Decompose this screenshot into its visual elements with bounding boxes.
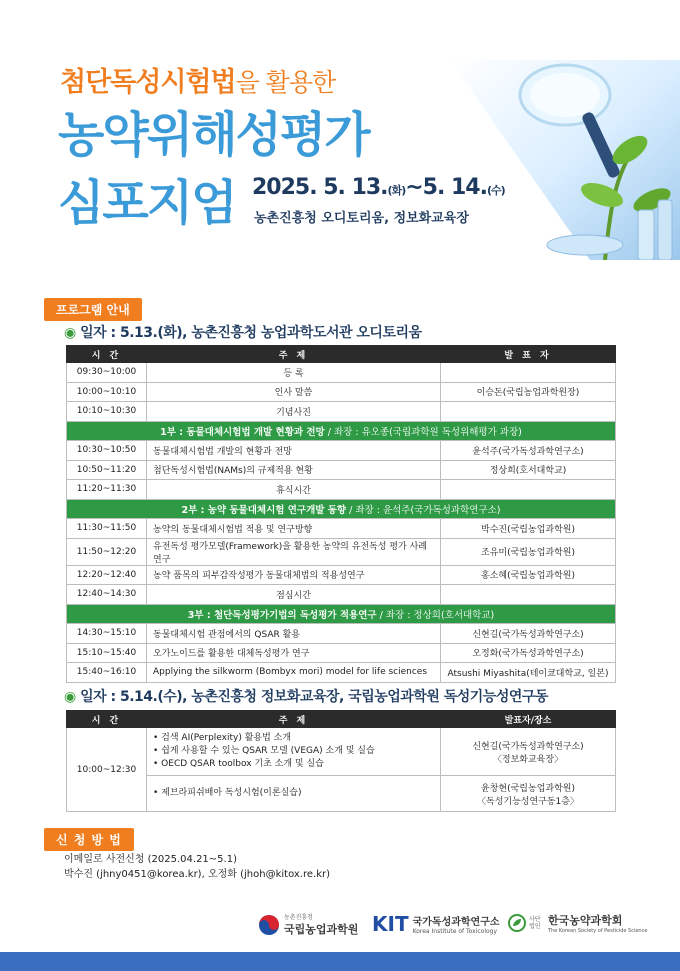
row-topic: 첨단독성시험법(NAMs)의 규제적용 현황	[147, 460, 441, 480]
row-topic: 등 록	[147, 363, 441, 383]
row-presenter: 홍소혜(국립농업과학원)	[441, 565, 616, 585]
date-sep: ~	[405, 175, 423, 200]
row-presenter	[441, 363, 616, 383]
row-presenter: 오정화(국가독성과학연구소)	[441, 643, 616, 663]
table-row	[67, 363, 616, 383]
session-name: 3부 : 첨단독성평가기법의 독성평가 적용연구	[187, 609, 377, 621]
bottom-bar	[0, 952, 680, 971]
row-time: 15:10~15:40	[67, 643, 147, 663]
row-presenter: 신현길(국가독성과학연구소)	[441, 624, 616, 644]
naas-logo	[258, 912, 358, 937]
table-row	[67, 402, 616, 422]
list-item: • 쉽게 사용할 수 있는 QSAR 모델 (VEGA) 소개 및 실습	[153, 746, 375, 756]
session-title	[67, 499, 616, 519]
row-presenter: 윤석주(국가독성과학연구소)	[441, 441, 616, 461]
leaf-icon	[508, 914, 526, 932]
day2-topic-1	[147, 728, 441, 776]
table-row	[67, 460, 616, 480]
footer-logos	[0, 912, 680, 942]
list-item: • 제브라피쉬배아 독성시험(이론실습)	[153, 788, 302, 798]
day1-title-text: 일자 : 5.13.(화), 농촌진흥청 농업과학도서관 오디토리움	[80, 325, 422, 341]
kit-label: 국가독성과학연구소	[412, 917, 500, 928]
title-highlight: 첨단독성시험법	[60, 67, 236, 98]
day2-presenter-2	[441, 776, 616, 812]
session-chair: / 좌장 : 윤석주(국가독성과학연구소)	[346, 504, 501, 516]
session-name: 2부 : 농약 동물대체시험 연구개발 동향	[181, 504, 347, 516]
day2-title	[64, 686, 548, 706]
day2-time: 10:00~12:30	[67, 728, 147, 812]
session-chair: / 좌장 : 정상희(호서대학교)	[376, 609, 495, 621]
day1-title	[64, 322, 422, 342]
date-end: 5. 14.	[422, 175, 487, 200]
kspp-small-label: 사단법인	[529, 916, 541, 930]
table-row	[67, 776, 616, 812]
col-presenter-header: 발표자/장소	[441, 711, 616, 728]
row-topic: 유전독성 평가모델(Framework)을 활용한 농약의 유전독성 평가 사례연구	[147, 538, 441, 565]
col-topic-header: 주 제	[147, 711, 441, 728]
row-time: 11:30~11:50	[67, 519, 147, 539]
table-row	[67, 382, 616, 402]
apply-info	[64, 852, 330, 882]
table-row	[67, 663, 616, 683]
title-line1	[60, 60, 335, 99]
row-topic: 휴식시간	[147, 480, 441, 500]
row-time: 15:40~16:10	[67, 663, 147, 683]
day2-topic-2	[147, 776, 441, 812]
col-presenter-header: 발 표 자	[441, 346, 616, 363]
presenter-name: 윤창현(국립농업과학원)	[481, 783, 575, 794]
list-item: • OECD QSAR toolbox 기초 소개 및 실습	[153, 759, 324, 769]
presenter-place: 〈정보화교육장〉	[492, 754, 564, 765]
day2-title-text: 일자 : 5.14.(수), 농촌진흥청 정보화교육장, 국립농업과학원 독성기능성연구동	[80, 689, 548, 705]
row-topic: Applying the silkworm (Bombyx mori) model for life sciences	[147, 663, 441, 683]
date-start-day: (화)	[387, 184, 406, 197]
col-time-header: 시 간	[67, 711, 147, 728]
row-time: 09:30~10:00	[67, 363, 147, 383]
bullet-icon: ◉	[64, 689, 76, 705]
title-line3: 심포지엄	[58, 175, 236, 231]
session-row	[67, 604, 616, 624]
row-presenter: 이승돈(국립농업과학원장)	[441, 382, 616, 402]
list-item: • 검색 AI(Perplexity) 활용법 소개	[153, 733, 292, 743]
session-title	[67, 604, 616, 624]
day2-table	[66, 710, 616, 812]
row-topic: 오가노이드를 활용한 대체독성평가 연구	[147, 643, 441, 663]
table-row	[67, 728, 616, 776]
presenter-place: 〈독성기능성연구동1층〉	[477, 796, 579, 807]
row-topic: 농약 품목의 피부감작성평가 동물대체법의 적용성연구	[147, 565, 441, 585]
col-time-header: 시 간	[67, 346, 147, 363]
row-time: 10:00~10:10	[67, 382, 147, 402]
session-row	[67, 499, 616, 519]
kspp-label: 한국농약과학회	[548, 914, 623, 927]
naas-small-label: 농촌진흥청	[284, 914, 313, 921]
day2-presenter-1	[441, 728, 616, 776]
row-time: 10:30~10:50	[67, 441, 147, 461]
date-end-day: (수)	[486, 184, 505, 197]
program-tag: 프로그램 안내	[44, 298, 142, 321]
row-topic: 기념사진	[147, 402, 441, 422]
row-presenter: Atsushi Miyashita(테이쿄대학교, 일본)	[441, 663, 616, 683]
table-row	[67, 480, 616, 500]
col-topic-header: 주 제	[147, 346, 441, 363]
row-time: 14:30~15:10	[67, 624, 147, 644]
table-row	[67, 519, 616, 539]
day1-table	[66, 345, 616, 683]
session-name: 1부 : 동물대체시험법 개발 현황과 전망	[160, 426, 325, 438]
kspp-logo	[508, 912, 647, 934]
table-row	[67, 565, 616, 585]
kspp-en-label: The Korean Society of Pesticide Science	[548, 928, 648, 934]
row-presenter	[441, 402, 616, 422]
bullet-icon: ◉	[64, 325, 76, 341]
table-row	[67, 441, 616, 461]
row-time: 11:20~11:30	[67, 480, 147, 500]
row-time: 12:40~14:30	[67, 585, 147, 605]
row-topic: 점심시간	[147, 585, 441, 605]
row-topic: 동물대체시험 관점에서의 QSAR 활용	[147, 624, 441, 644]
date-start: 2025. 5. 13.	[252, 175, 388, 200]
apply-period: 이메일로 사전신청 (2025.04.21~5.1)	[64, 854, 237, 865]
row-presenter: 정상희(호서대학교)	[441, 460, 616, 480]
apply-tag: 신 청 방 법	[44, 828, 134, 851]
lab-plant-photo	[387, 60, 680, 260]
title-line2: 농약위해성평가	[58, 107, 369, 163]
session-title	[67, 421, 616, 441]
apply-contacts: 박수진 (jhny0451@korea.kr), 오정화 (jhoh@kitox.re.kr)	[64, 869, 331, 880]
row-time: 10:50~11:20	[67, 460, 147, 480]
session-row	[67, 421, 616, 441]
row-presenter	[441, 480, 616, 500]
table-row	[67, 585, 616, 605]
kit-mark: KIT	[372, 912, 409, 936]
row-time: 10:10~10:30	[67, 402, 147, 422]
event-venue: 농촌진흥청 오디토리움, 정보화교육장	[254, 211, 469, 226]
table-row	[67, 624, 616, 644]
row-time: 11:50~12:20	[67, 538, 147, 565]
title-suffix: 을 활용한	[235, 68, 336, 97]
table-row	[67, 643, 616, 663]
session-chair: / 좌장 : 유오종(국립과학원 독성위해평가 과장)	[324, 426, 522, 438]
kit-logo	[372, 912, 500, 936]
naas-label: 국립농업과학원	[284, 923, 359, 936]
table-row	[67, 538, 616, 565]
header	[0, 0, 680, 290]
row-presenter: 박수진(국립농업과학원)	[441, 519, 616, 539]
presenter-name: 신현길(국가독성과학연구소)	[472, 741, 584, 752]
row-presenter: 조유미(국립농업과학원)	[441, 538, 616, 565]
kit-en-label: Korea Institute of Toxicology	[412, 928, 498, 935]
korea-emblem-icon	[258, 914, 280, 936]
row-presenter	[441, 585, 616, 605]
row-time: 12:20~12:40	[67, 565, 147, 585]
row-topic: 농약의 동물대체시험법 적용 및 연구방향	[147, 519, 441, 539]
row-topic: 인사 말씀	[147, 382, 441, 402]
row-topic: 동물대체시험법 개발의 현황과 전망	[147, 441, 441, 461]
